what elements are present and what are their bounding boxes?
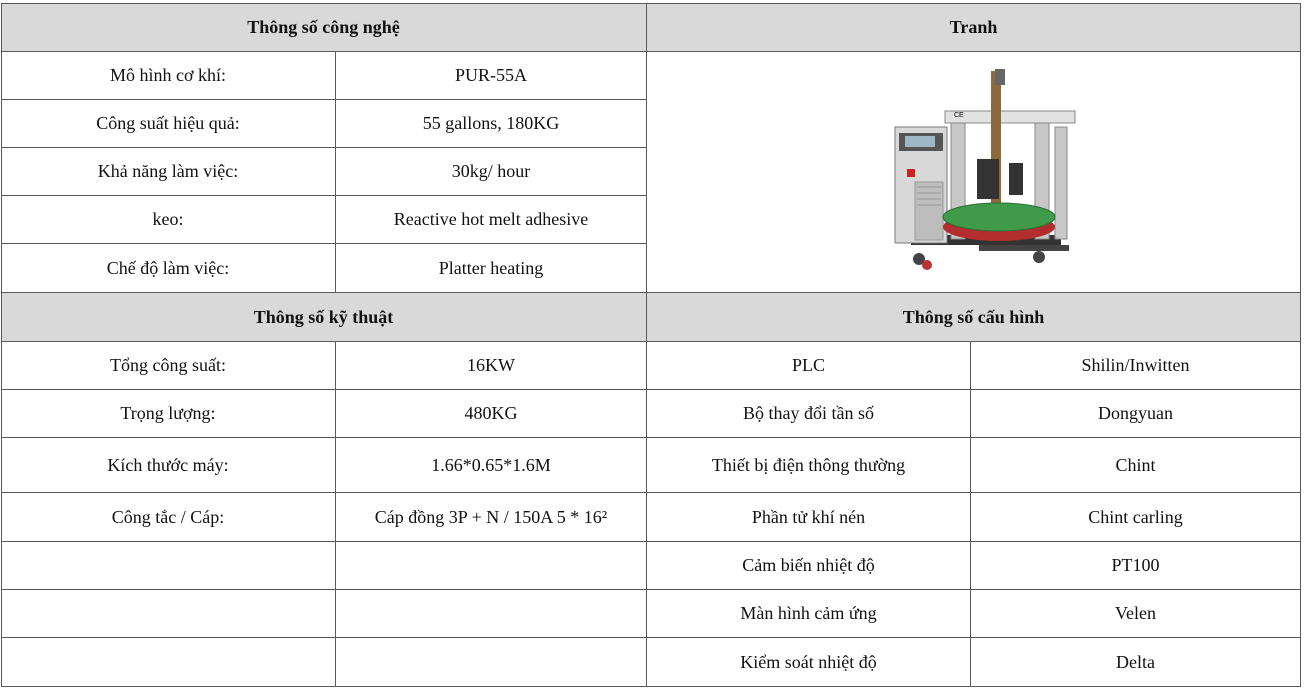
config-label-2 xyxy=(647,438,971,493)
config-value-4-text: PT100 xyxy=(1111,555,1160,575)
config-label-6 xyxy=(647,638,971,687)
tech-value-0 xyxy=(336,52,647,100)
tech-label-0 xyxy=(1,52,336,100)
config-label-3-text: Phần tử khí nén xyxy=(751,506,866,527)
spec-label-3 xyxy=(1,493,336,542)
config-value-6-text: Delta xyxy=(1116,651,1155,672)
config-label-1 xyxy=(647,390,971,438)
header-tech-params-text: Thông số công nghệ xyxy=(247,16,400,37)
config-value-3-text: Chint carling xyxy=(1088,506,1183,527)
header-picture xyxy=(647,3,1301,52)
config-value-0 xyxy=(971,342,1301,390)
spec-label-1-text: Trọng lượng: xyxy=(120,403,216,423)
spec-value-3-text: Cáp đồng 3P + N / 150A 5 * 16² xyxy=(374,506,608,527)
picture-cell xyxy=(647,52,1301,293)
tech-label-2-text: Khả năng làm việc: xyxy=(97,161,239,181)
spec-label-6 xyxy=(1,638,336,687)
header-spec-params xyxy=(1,293,647,342)
spec-label-4 xyxy=(1,542,336,590)
config-label-4 xyxy=(647,542,971,590)
spec-value-2-text: 1.66*0.65*1.6M xyxy=(431,454,551,475)
config-value-4 xyxy=(971,542,1301,590)
spec-value-5 xyxy=(336,590,647,638)
spec-label-1 xyxy=(1,390,336,438)
config-label-4-text: Cảm biến nhiệt độ xyxy=(742,555,875,575)
config-label-3 xyxy=(647,493,971,542)
spec-label-0 xyxy=(1,342,336,390)
config-value-6 xyxy=(971,638,1301,687)
spec-table xyxy=(1,3,1301,687)
spec-value-1 xyxy=(336,390,647,438)
config-value-0-text: Shilin/Inwitten xyxy=(1081,355,1190,375)
tech-value-3 xyxy=(336,196,647,244)
config-value-3 xyxy=(971,493,1301,542)
spec-value-3 xyxy=(336,493,647,542)
config-label-0-text: PLC xyxy=(791,355,825,375)
config-value-5-text: Velen xyxy=(1115,603,1156,623)
spec-label-2-text: Kích thước máy: xyxy=(107,454,229,475)
spec-value-4 xyxy=(336,542,647,590)
spec-value-0-text: 16KW xyxy=(467,355,515,375)
spec-value-0 xyxy=(336,342,647,390)
tech-value-4 xyxy=(336,244,647,293)
config-label-5 xyxy=(647,590,971,638)
config-value-5 xyxy=(971,590,1301,638)
tech-value-4-text: Platter heating xyxy=(438,257,544,278)
spec-label-5 xyxy=(1,590,336,638)
config-label-6-text: Kiểm soát nhiệt độ xyxy=(740,651,877,672)
config-value-1 xyxy=(971,390,1301,438)
tech-value-3-text: Reactive hot melt adhesive xyxy=(393,209,589,229)
header-tech-params xyxy=(1,3,647,52)
tech-label-0-text: Mô hình cơ khí: xyxy=(109,65,226,85)
config-label-5-text: Màn hình cảm ứng xyxy=(740,603,877,623)
ce-mark: CE xyxy=(953,112,964,119)
spec-label-0-text: Tổng công suất: xyxy=(110,355,226,375)
tech-value-1 xyxy=(336,100,647,148)
header-config-params xyxy=(647,293,1301,342)
tech-label-4 xyxy=(1,244,336,293)
tech-label-3 xyxy=(1,196,336,244)
header-spec-params-text: Thông số kỹ thuật xyxy=(253,306,394,327)
spec-value-6 xyxy=(336,638,647,687)
tech-label-4-text: Chế độ làm việc: xyxy=(106,257,230,278)
header-picture-text: Tranh xyxy=(949,16,998,37)
header-config-params-text: Thông số cấu hình xyxy=(902,306,1045,327)
hot-melt-machine-icon xyxy=(859,67,1089,277)
tech-value-2 xyxy=(336,148,647,196)
spec-value-1-text: 480KG xyxy=(464,403,518,423)
config-value-1-text: Dongyuan xyxy=(1098,403,1173,423)
tech-label-2 xyxy=(1,148,336,196)
config-label-2-text: Thiết bị điện thông thường xyxy=(711,454,906,475)
config-value-2 xyxy=(971,438,1301,493)
tech-value-2-text: 30kg/ hour xyxy=(451,161,531,181)
tech-label-1 xyxy=(1,100,336,148)
tech-label-3-text: keo: xyxy=(152,209,184,229)
spec-label-2 xyxy=(1,438,336,493)
tech-label-1-text: Công suất hiệu quả: xyxy=(96,113,240,133)
spec-label-3-text: Công tắc / Cáp: xyxy=(111,506,225,527)
config-value-2-text: Chint xyxy=(1115,454,1156,475)
spec-value-2 xyxy=(336,438,647,493)
config-label-0 xyxy=(647,342,971,390)
tech-value-0-text: PUR-55A xyxy=(454,65,527,85)
config-label-1-text: Bộ thay đổi tần số xyxy=(743,403,874,423)
tech-value-1-text: 55 gallons, 180KG xyxy=(422,113,560,133)
